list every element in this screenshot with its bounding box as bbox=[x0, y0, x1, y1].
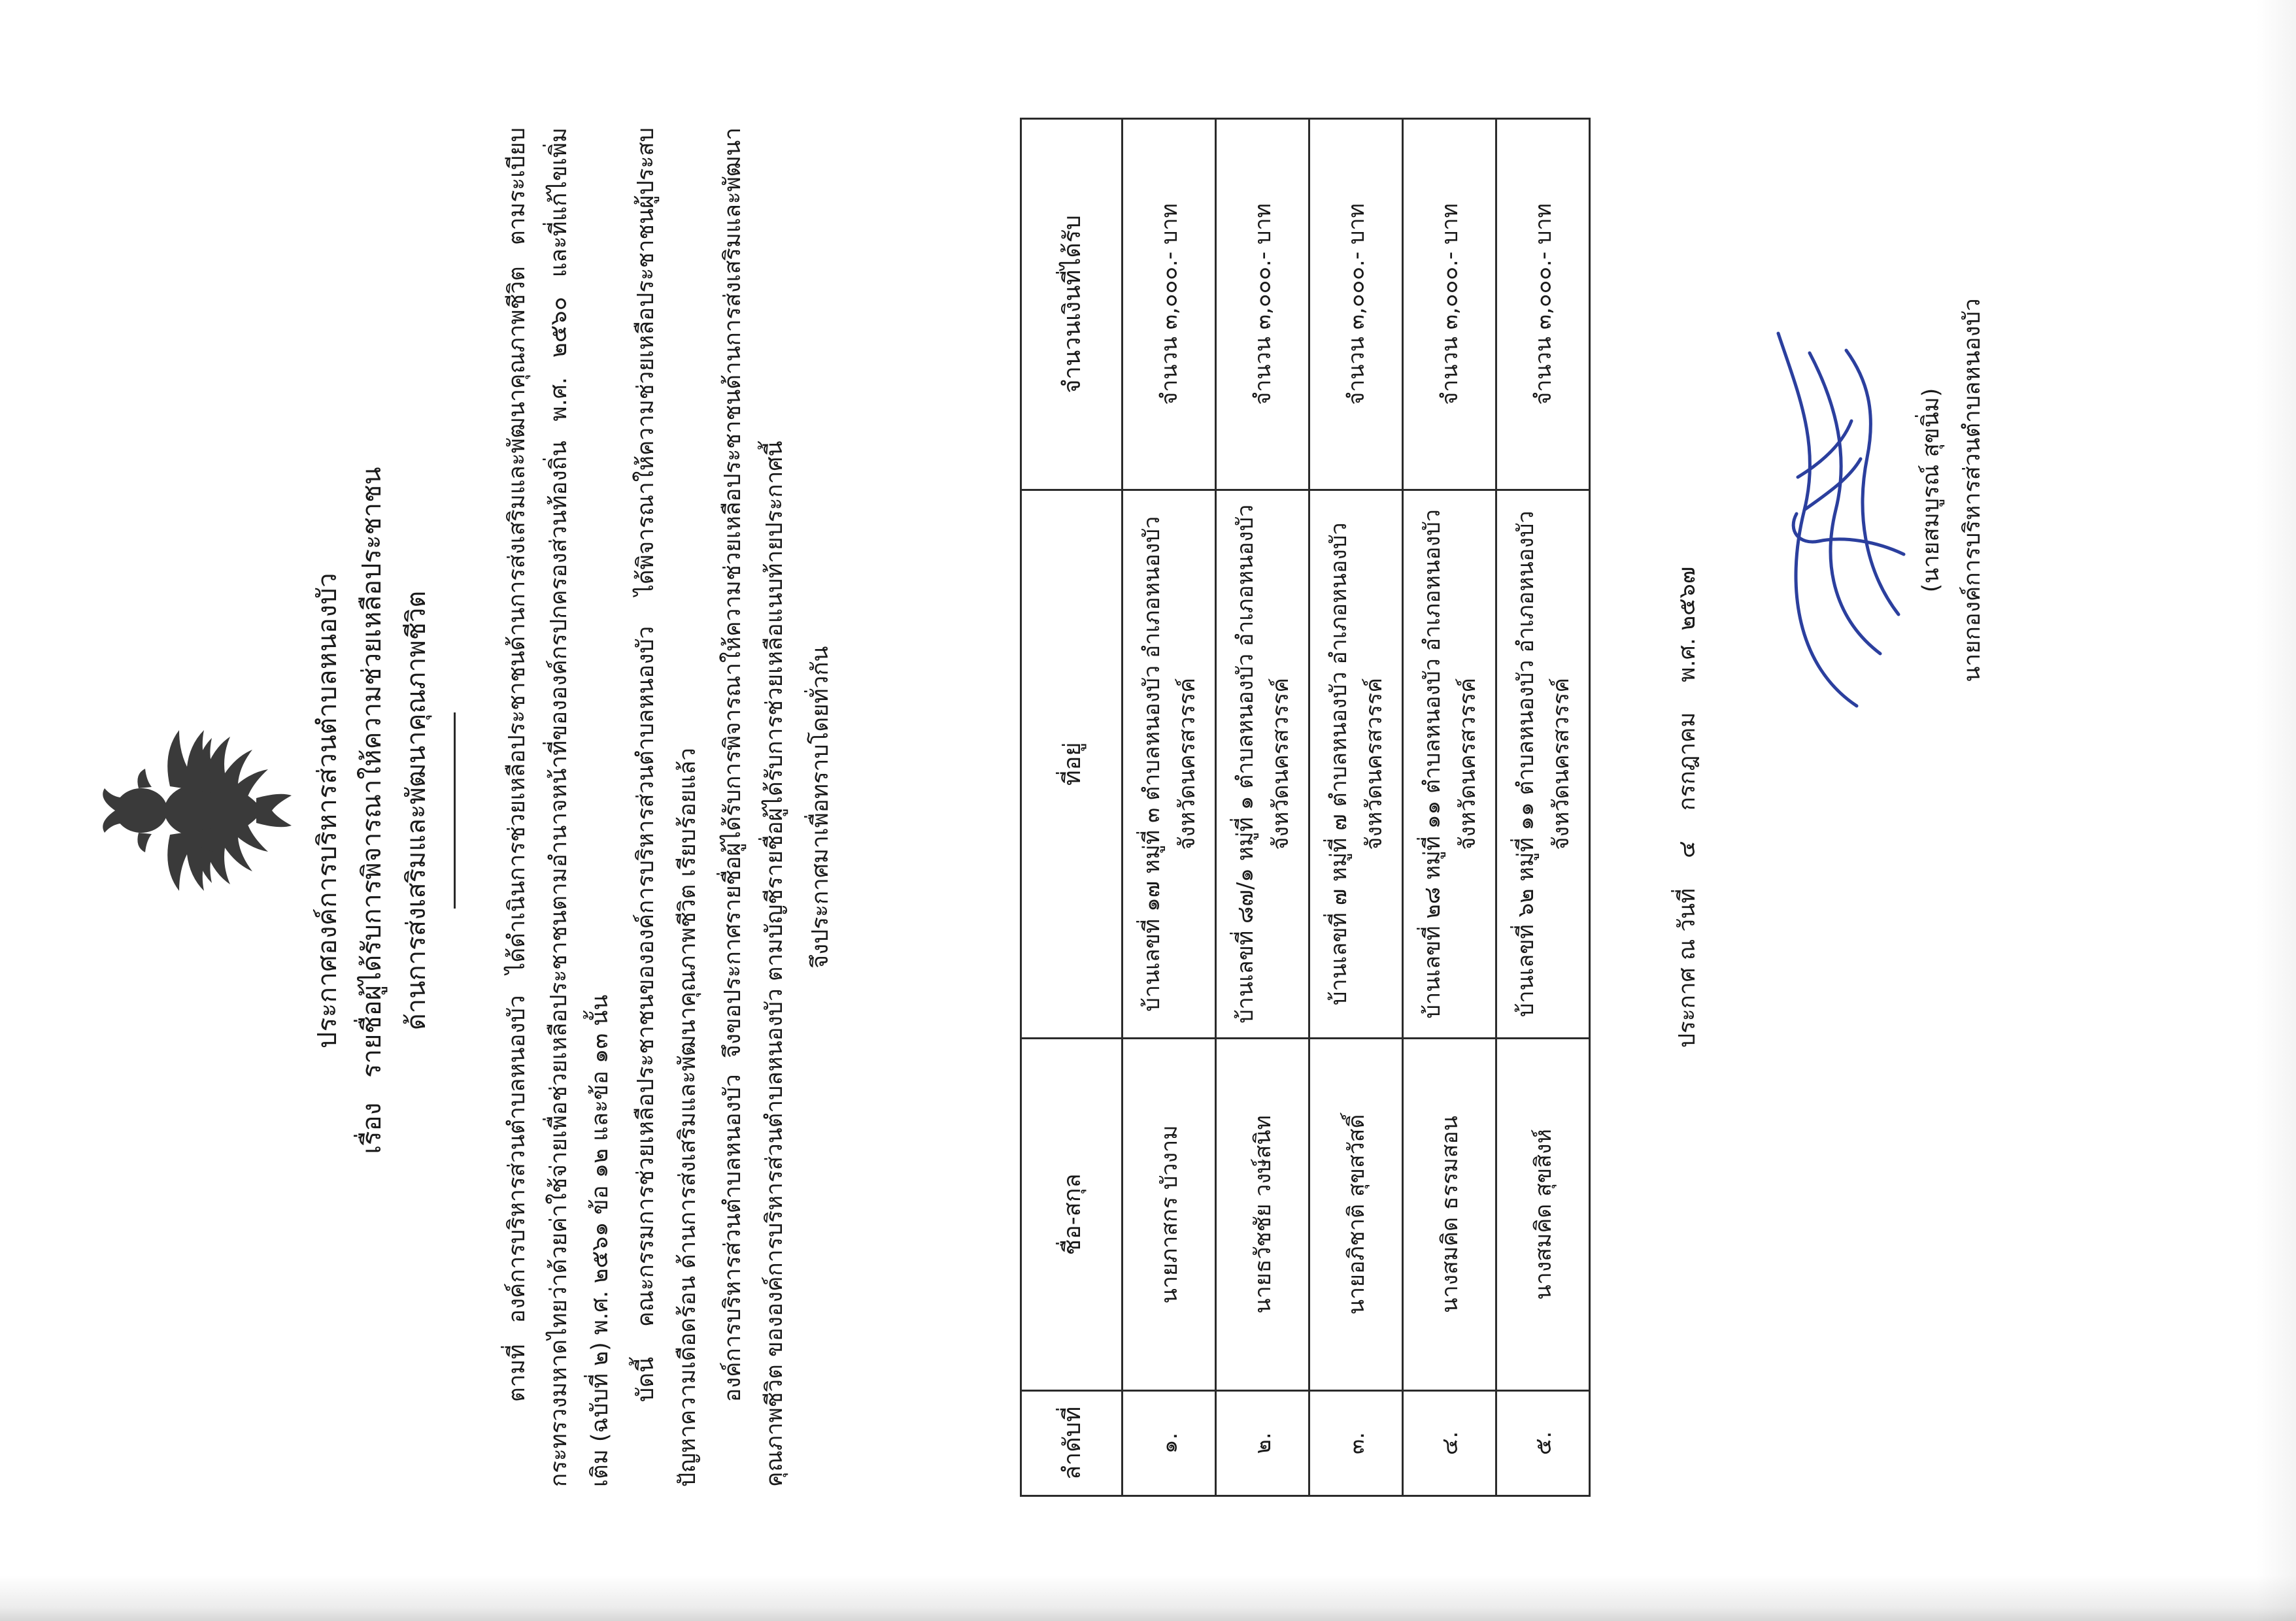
table-row bbox=[1496, 119, 1590, 1496]
column-header-name: ชื่อ-สกุล bbox=[1021, 1038, 1123, 1390]
cell-name: นายภาสกร บัวงาม bbox=[1123, 1038, 1216, 1390]
paragraph-3: องค์การบริหารส่วนตำบลหนองบัว จึงขอประกาศรายชื่อผู้ได้รับการพิจารณาให้ความช่วยเหลือประชาชนด้านการส่งเสริมและพัฒนาคุณภาพชีวิต ขององค์การบริหารส่วนตำบลหนองบัว ตามบัญชีรายชื่อผู้ได้รับการช่วยเหลือแนบท้ายประกาศนี้ bbox=[720, 127, 788, 1487]
document-title: ประกาศองค์การบริหารส่วนตำบลหนองบัว bbox=[312, 572, 343, 1049]
date-month: กรกฎาคม bbox=[1674, 712, 1700, 811]
cell-no: ๓. bbox=[1309, 1390, 1403, 1496]
paragraph-4: จึงประกาศมาเพื่อทราบโดยทั่วกัน bbox=[807, 646, 834, 969]
document-body bbox=[497, 127, 846, 1487]
announcement-date-line bbox=[1667, 118, 1708, 1497]
subject-keyword: เรื่อง bbox=[357, 1102, 387, 1154]
garuda-emblem bbox=[78, 703, 294, 918]
cell-no: ๔. bbox=[1403, 1390, 1496, 1496]
cell-address: บ้านเลขที่ ๑๗ หมู่ที่ ๓ ตำบลหนองบัว อำเภอหนองบัว จังหวัดนครสวรรค์ bbox=[1123, 490, 1216, 1038]
cell-no: ๒. bbox=[1216, 1390, 1309, 1496]
cell-name: นายอภิชาติ สุขสวัสดิ์ bbox=[1309, 1038, 1403, 1390]
cell-amount: จำนวน ๓,๐๐๐.- บาท bbox=[1496, 119, 1590, 490]
signer-name: (นายสมบูรณ์ สุขนิ่ม) bbox=[1918, 388, 1944, 593]
date-prefix: ประกาศ ณ วันที่ bbox=[1674, 888, 1700, 1048]
cell-amount: จำนวน ๓,๐๐๐.- บาท bbox=[1403, 119, 1496, 490]
document-subject-line-2: ด้านการส่งเสริมและพัฒนาคุณภาพชีวิต bbox=[401, 590, 431, 1031]
cell-amount: จำนวน ๓,๐๐๐.- บาท bbox=[1309, 119, 1403, 490]
handwritten-signature bbox=[1759, 196, 1909, 784]
beneficiary-table bbox=[1020, 118, 1591, 1497]
cell-name: นายธวัชชัย วงษ์สนิท bbox=[1216, 1038, 1309, 1390]
column-header-no: ลำดับที่ bbox=[1021, 1390, 1123, 1496]
table-row bbox=[1403, 119, 1496, 1496]
date-block bbox=[1641, 118, 1708, 1497]
cell-name: นางสมคิด สุขสิงห์ bbox=[1496, 1038, 1590, 1390]
table-row bbox=[1123, 119, 1216, 1496]
column-header-address: ที่อยู่ bbox=[1021, 490, 1123, 1038]
table-row bbox=[1216, 119, 1309, 1496]
table-row bbox=[1309, 119, 1403, 1496]
cell-no: ๑. bbox=[1123, 1390, 1216, 1496]
cell-address: บ้านเลขที่ ๗ หมู่ที่ ๗ ตำบลหนองบัว อำเภอหนองบัว จังหวัดนครสวรรค์ bbox=[1309, 490, 1403, 1038]
cell-address: บ้านเลขที่ ๖๒ หมู่ที่ ๑๑ ตำบลหนองบัว อำเภอหนองบัว จังหวัดนครสวรรค์ bbox=[1496, 490, 1590, 1038]
beneficiary-table-wrap bbox=[1020, 118, 1591, 1497]
cell-amount: จำนวน ๓,๐๐๐.- บาท bbox=[1216, 119, 1309, 490]
column-header-amount: จำนวนเงินที่ได้รับ bbox=[1021, 119, 1123, 490]
document-subject-line bbox=[352, 0, 392, 1621]
document-heading bbox=[307, 0, 456, 1621]
table-header-row bbox=[1021, 119, 1123, 1496]
date-year: พ.ศ. ๒๕๖๗ bbox=[1674, 566, 1700, 682]
signer-role: นายกองค์การบริหารส่วนตำบลหนองบัว bbox=[1959, 298, 1986, 682]
cell-no: ๕. bbox=[1496, 1390, 1590, 1496]
subject-text: รายชื่อผู้ได้รับการพิจารณาให้ความช่วยเหลือประชาชน bbox=[357, 467, 387, 1078]
date-day: ๔ bbox=[1674, 841, 1700, 858]
cell-name: นางสมคิด ธรรมสอน bbox=[1403, 1038, 1496, 1390]
cell-address: บ้านเลขที่ ๒๘ หมู่ที่ ๑๑ ตำบลหนองบัว อำเภอหนองบัว จังหวัดนครสวรรค์ bbox=[1403, 490, 1496, 1038]
cell-address: บ้านเลขที่ ๘๗/๑ หมู่ที่ ๑ ตำบลหนองบัว อำเภอหนองบัว จังหวัดนครสวรรค์ bbox=[1216, 490, 1309, 1038]
signature-block bbox=[1759, 196, 1993, 784]
paragraph-2: บัดนี้ คณะกรรมการช่วยเหลือประชาชนขององค์การบริหารส่วนตำบลหนองบัว ได้พิจารณาให้ความช่วยเหลือประชาชนผู้ประสบปัญหาความเดือดร้อน ด้านการส่งเสริมและพัฒนาคุณภาพชีวิต เรียบร้อยแล้ว bbox=[633, 127, 701, 1487]
heading-divider bbox=[454, 712, 456, 909]
paragraph-1: ตามที่ องค์การบริหารส่วนตำบลหนองบัว ได้ดำเนินการช่วยเหลือประชาชนด้านการส่งเสริมและพัฒนาคุณภาพชีวิต ตามระเบียบกระทรวงมหาดไทยว่าด้วยค่าใช้จ่ายเพื่อช่วยเหลือประชาชนตามอำนาจหน้าที่ขององค์กรปกครองส่วนท้องถิ่น พ.ศ. ๒๕๖๐ และที่แก้ไขเพิ่มเติม (ฉบับที่ ๒) พ.ศ. ๒๕๖๑ ข้อ ๑๒ และข้อ ๑๓ นั้น bbox=[504, 127, 614, 1487]
cell-amount: จำนวน ๓,๐๐๐.- บาท bbox=[1123, 119, 1216, 490]
